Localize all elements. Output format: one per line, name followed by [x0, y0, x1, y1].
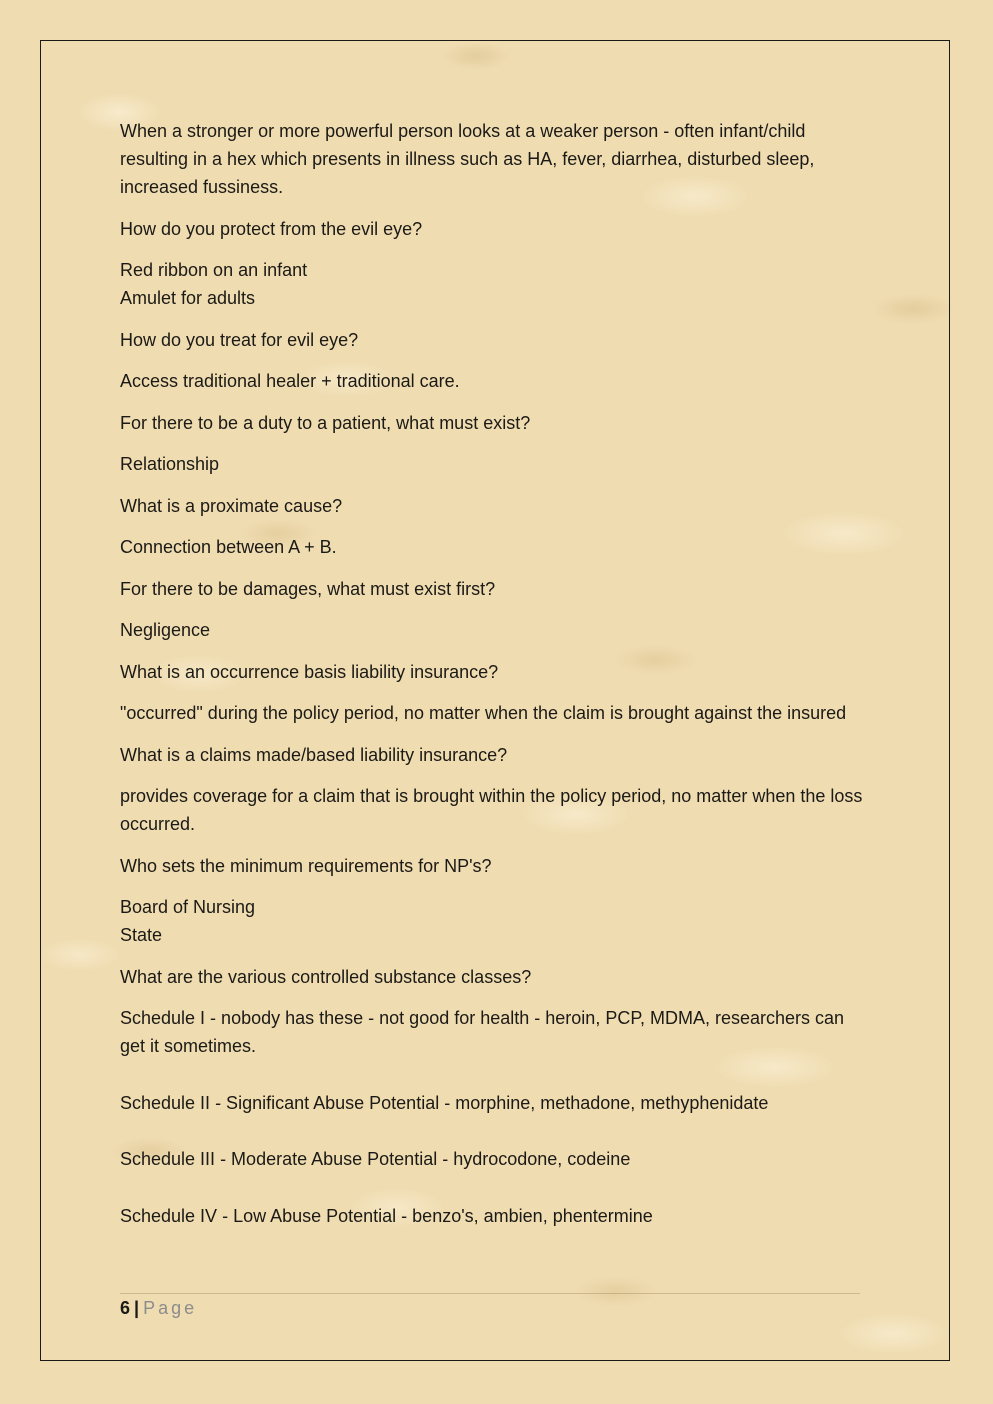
- page-footer: [120, 1295, 197, 1321]
- document-body: [120, 117, 872, 1258]
- answer-treat-evil-eye: Access traditional healer + traditional care.: [120, 371, 460, 391]
- schedule-item: Schedule I - nobody has these - not good for health - heroin, PCP, MDMA, researchers can get it sometimes.: [120, 1008, 845, 1056]
- schedule-item: Schedule III - Moderate Abuse Potential - hydrocodone, codeine: [120, 1149, 631, 1169]
- question-protect-evil-eye: How do you protect from the evil eye?: [120, 218, 423, 239]
- paragraph-evil-eye-definition: When a stronger or more powerful person looks at a weaker person - often infant/child resulting in a hex which presents in illness such as HA, fever, diarrhea, disturbed sleep, increased fussiness.: [120, 121, 815, 197]
- schedule-item: Schedule IV - Low Abuse Potential - benzo's, ambien, phentermine: [120, 1205, 653, 1226]
- page-number: 6: [120, 1298, 131, 1318]
- question-occurrence-basis: What is an occurrence basis liability insurance?: [120, 661, 499, 682]
- answer-protect-evil-eye: Red ribbon on an infant Amulet for adults: [120, 260, 308, 308]
- question-duty-to-patient: For there to be a duty to a patient, what must exist?: [120, 412, 531, 433]
- page-label: Page: [143, 1298, 198, 1318]
- question-np-requirements: Who sets the minimum requirements for NP's?: [120, 855, 492, 876]
- answer-claims-made: provides coverage for a claim that is brought within the policy period, no matter when the loss occurred.: [120, 786, 863, 834]
- answer-occurrence-basis: "occurred" during the policy period, no matter when the claim is brought against the insured: [120, 703, 847, 723]
- answer-duty-to-patient: Relationship: [120, 454, 220, 474]
- question-treat-evil-eye: How do you treat for evil eye?: [120, 329, 359, 350]
- answer-damages: Negligence: [120, 620, 211, 640]
- question-proximate-cause: What is a proximate cause?: [120, 495, 343, 516]
- question-damages: For there to be damages, what must exist first?: [120, 578, 496, 599]
- footer-divider: [120, 1293, 860, 1294]
- answer-np-requirements: Board of Nursing State: [120, 897, 256, 945]
- question-claims-made: What is a claims made/based liability insurance?: [120, 744, 508, 765]
- answer-proximate-cause: Connection between A + B.: [120, 537, 337, 557]
- footer-separator: |: [134, 1298, 140, 1318]
- question-controlled-substances: What are the various controlled substance classes?: [120, 966, 532, 987]
- schedule-item: Schedule II - Significant Abuse Potential - morphine, methadone, methyphenidate: [120, 1092, 769, 1113]
